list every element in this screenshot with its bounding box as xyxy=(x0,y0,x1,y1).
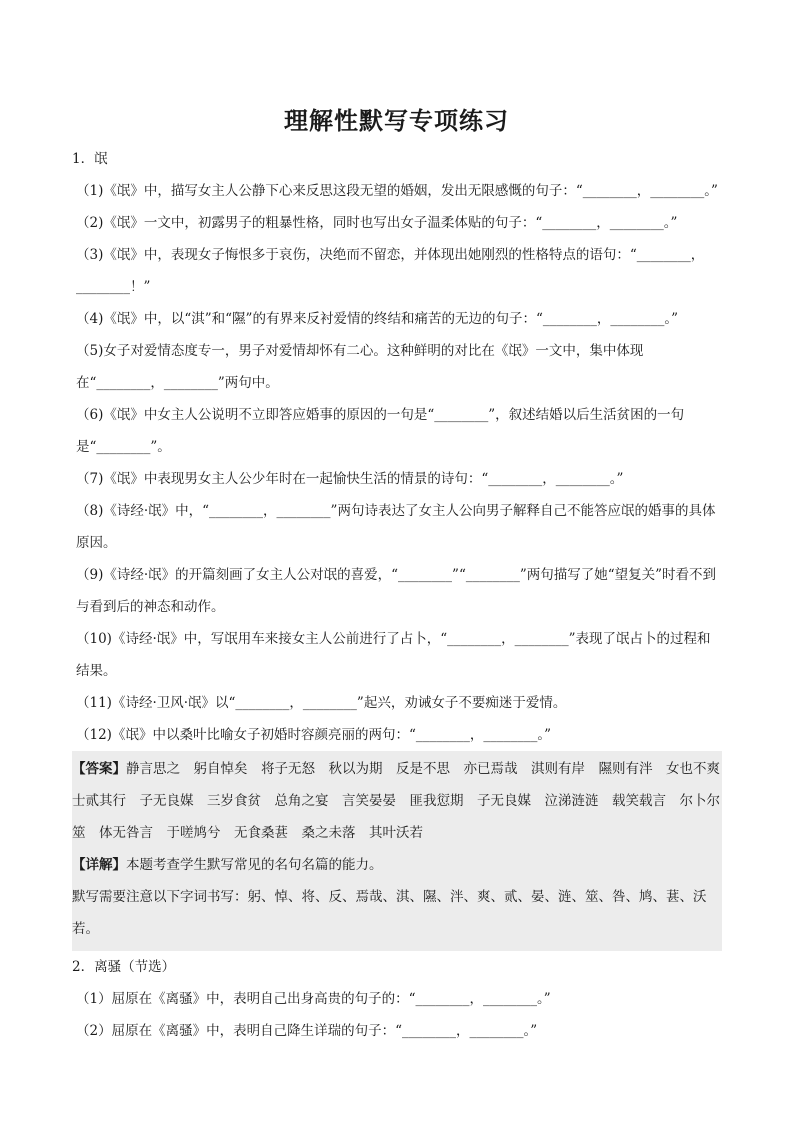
answer-section xyxy=(72,751,734,951)
question-2-heading: 2．离骚（节选） xyxy=(72,959,176,975)
detail-paragraph xyxy=(72,849,722,881)
question-1-heading: 1．氓 xyxy=(72,151,108,167)
question-1-item: （12)《氓》中以桑叶比喻女子初婚时容颜亮丽的两句：“________，________。” xyxy=(76,727,551,743)
answer-text: 静言思之 躬自悼矣 将子无怒 秋以为期 反是不思 亦已焉哉 淇则有岸 隰则有泮 女也不爽 士贰其行 子无良媒 三岁食贫 总角之宴 言笑晏晏 匪我愆期 子无良媒 泣涕涟涟 载笑载言 尔卜尔筮 体无咎言 于嗟鸠兮 无食桑葚 桑之未落 其叶沃若 xyxy=(72,761,734,841)
detail-paragraph-2: 默写需要注意以下字词书写：躬、悼、将、反、焉哉、淇、隰、泮、爽、贰、晏、涟、筮、咎、鸠、葚、沃若。 xyxy=(72,889,707,937)
question-1-item: （6)《氓》中女主人公说明不立即答应婚事的原因的一句是“________”，叙述结婚以后生活贫困的一句是“________”。 xyxy=(76,407,685,455)
answer-label: 【答案】 xyxy=(72,761,126,777)
page-title: 理解性默写专项练习 xyxy=(284,106,509,135)
answer-paragraph xyxy=(72,753,734,849)
detail-label: 【详解】 xyxy=(72,857,126,873)
question-1-item: （5)女子对爱情态度专一，男子对爱情却怀有二心。这种鲜明的对比在《氓》一文中，集中体现在“________，________”两句中。 xyxy=(76,343,644,391)
question-1-item: （2)《氓》一文中，初露男子的粗暴性格，同时也写出女子温柔体贴的句子：“________，________。” xyxy=(76,215,678,231)
question-2-item: （1）屈原在《离骚》中，表明自己出身高贵的句子的：“________，________。” xyxy=(76,991,551,1007)
question-1-item: （4)《氓》中，以“淇”和“隰”的有界来反衬爱情的终结和痛苦的无边的句子：“________，________。” xyxy=(76,311,679,327)
question-1-item: （3)《氓》中，表现女子悔恨多于哀伤，决绝而不留恋，并体现出她刚烈的性格特点的语句：“________，________！” xyxy=(76,247,705,295)
question-1-item: （8)《诗经·氓》中，“________，________”两句诗表达了女主人公向男子解释自己不能答应氓的婚事的具体原因。 xyxy=(76,503,716,551)
question-1-item: （9)《诗经·氓》的开篇刻画了女主人公对氓的喜爱，“________”“________”两句描写了她“望复关”时看不到与看到后的神态和动作。 xyxy=(76,567,717,615)
question-1-item: （11)《诗经·卫风·氓》以“________，________”起兴，劝诫女子不要痴迷于爱情。 xyxy=(76,695,567,711)
question-1-item: （7)《氓》中表现男女主人公少年时在一起愉快生活的情景的诗句：“________，________。” xyxy=(76,471,624,487)
question-1-item: （1)《氓》中，描写女主人公静下心来反思这段无望的婚姻，发出无限感慨的句子：“________，________。” xyxy=(76,183,718,199)
document-body xyxy=(72,143,734,1047)
question-1-item: （10)《诗经·氓》中，写氓用车来接女主人公前进行了占卜，“________，________”表现了氓占卜的过程和结果。 xyxy=(76,631,711,679)
question-2-item: （2）屈原在《离骚》中，表明自己降生详瑞的句子：“________，________。” xyxy=(76,1023,538,1039)
detail-text: 本题考查学生默写常见的名句名篇的能力。 xyxy=(126,857,383,873)
